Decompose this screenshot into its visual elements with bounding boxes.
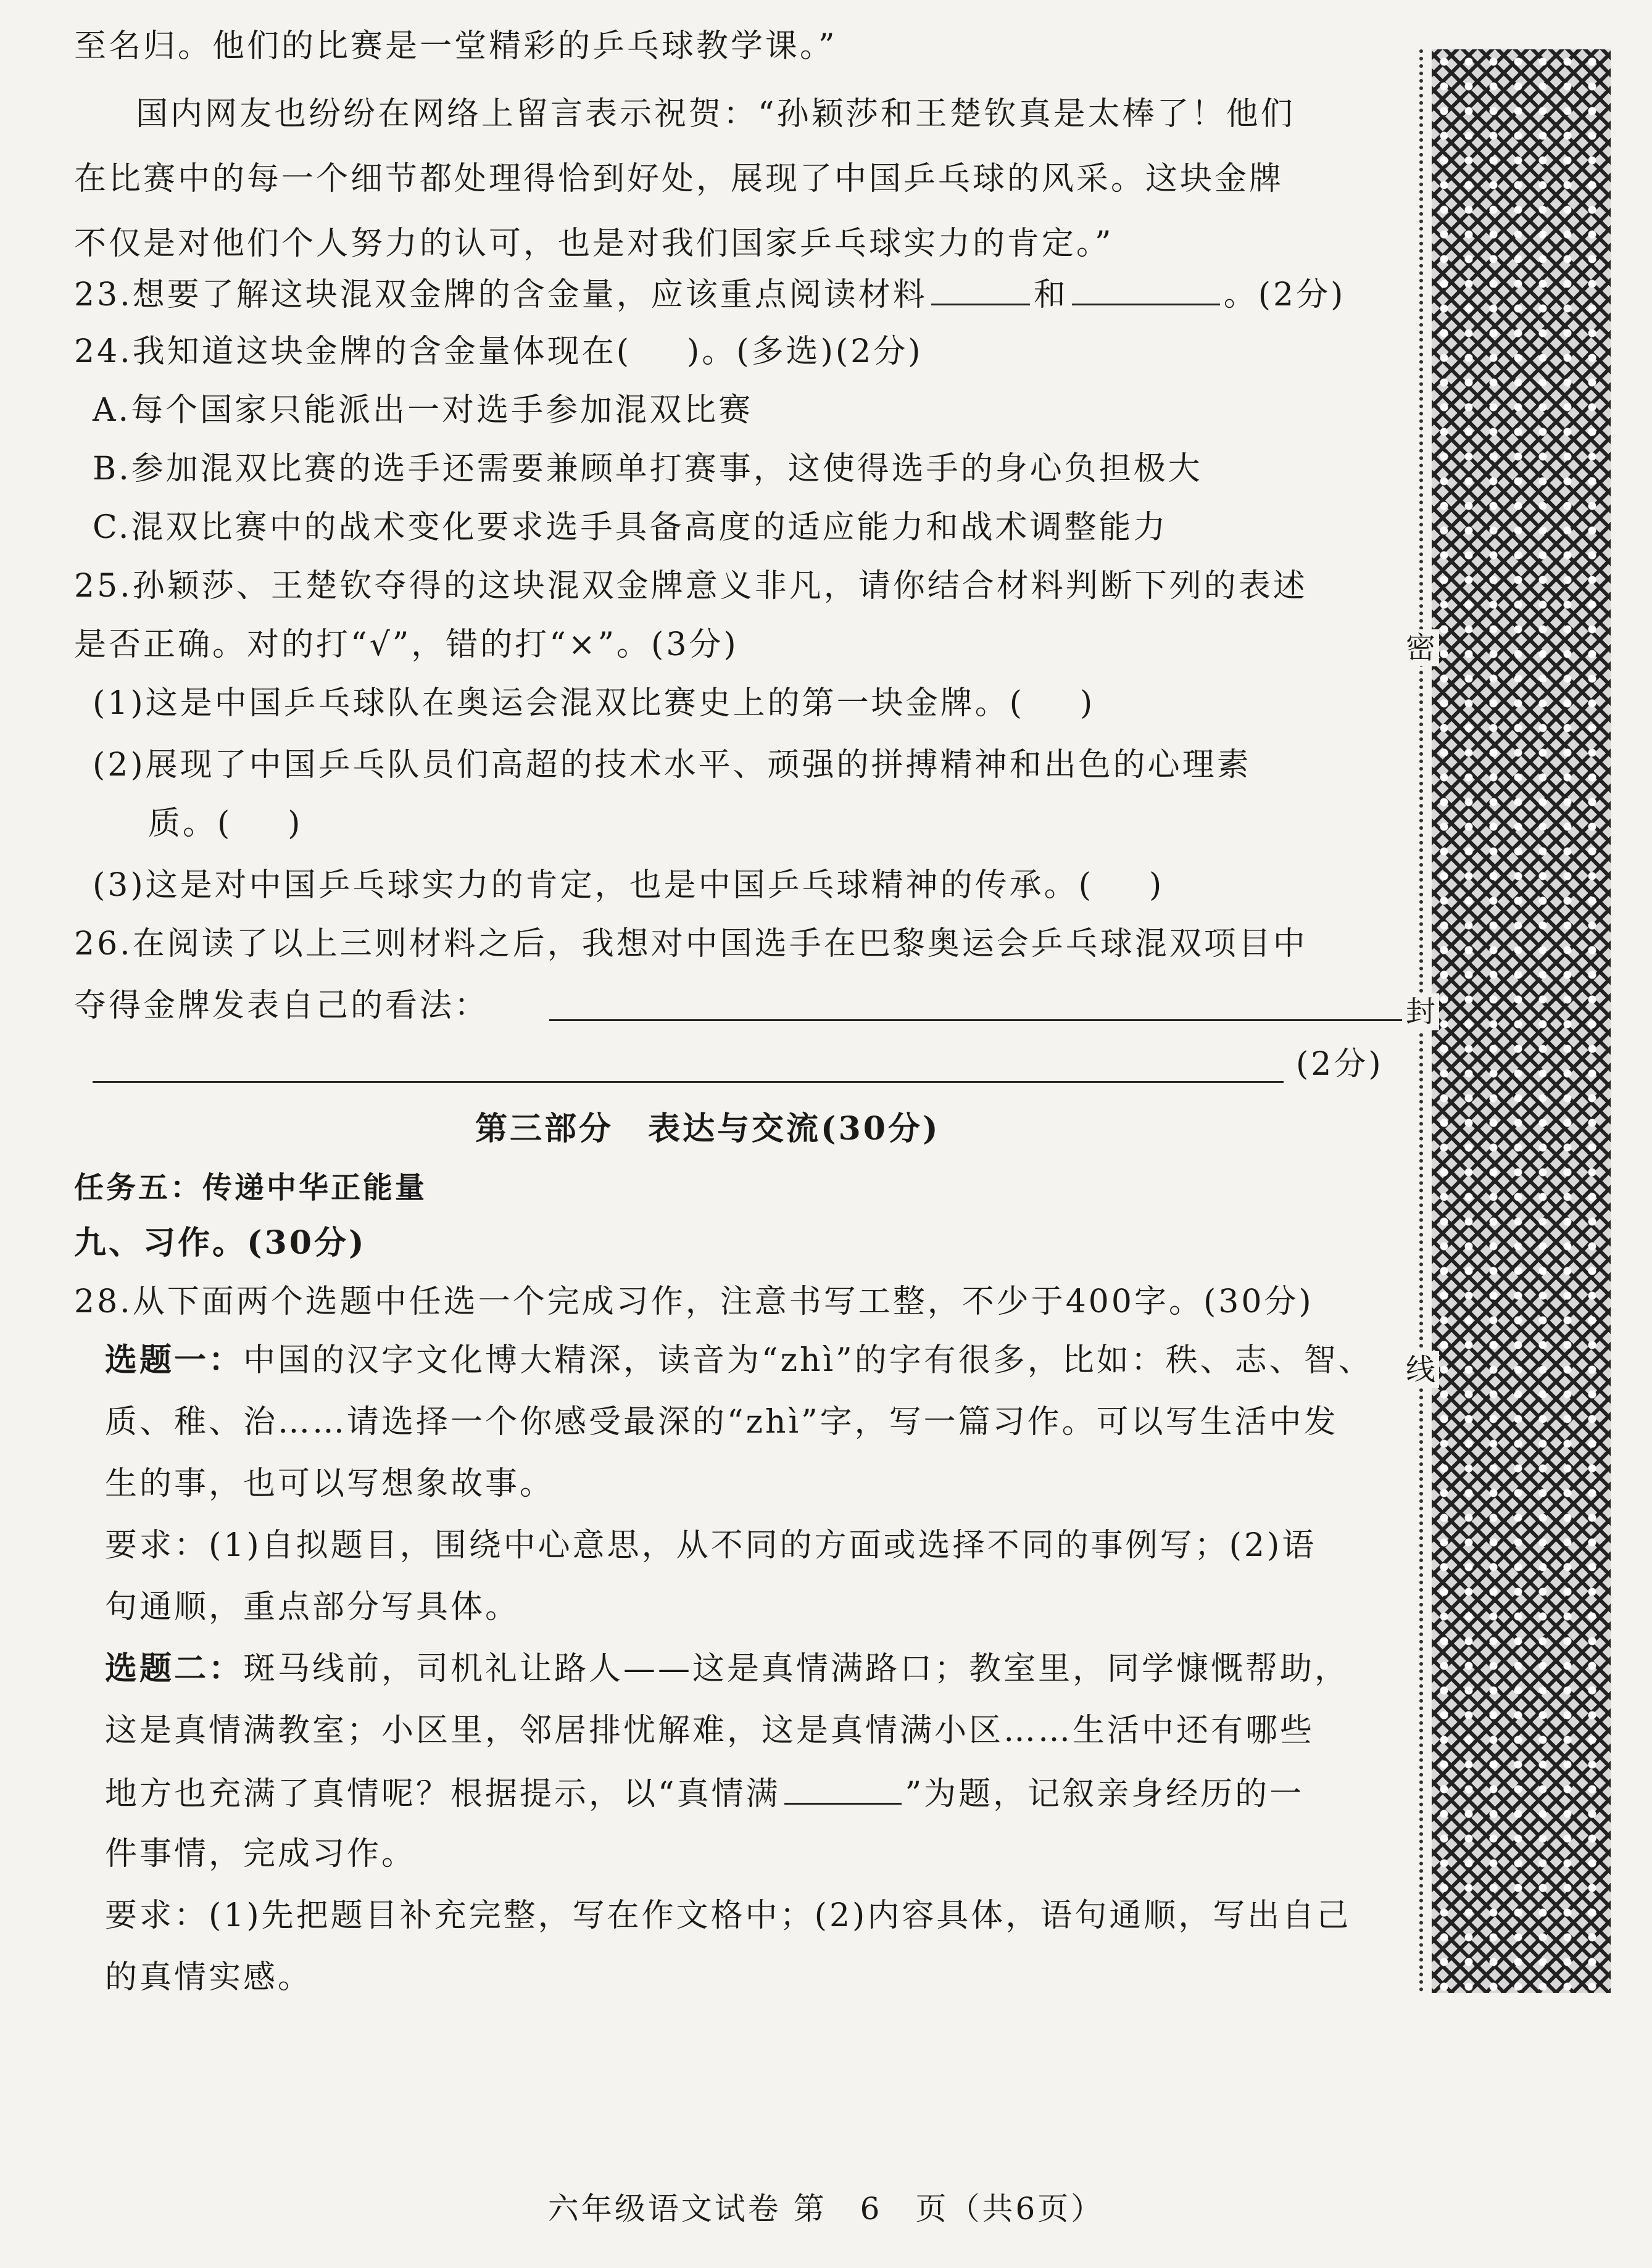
q28-topic-2-line-4: 件事情，完成习作。	[105, 1836, 417, 1873]
binding-mark-xian: 线	[1402, 1351, 1439, 1388]
question-23	[74, 271, 1345, 317]
q25-item-2b-text: 质。(	[148, 805, 233, 842]
q26-score: (2分)	[1296, 1046, 1384, 1083]
topic-2-text: 斑马线前，司机礼让路人——这是真情满路口；教室里，同学慷慨帮助，	[243, 1650, 1350, 1687]
topic-2-text-a: 地方也充满了真情呢？根据提示，以“真情满	[105, 1776, 781, 1813]
q28-topic-1-req-1: 要求：(1)自拟题目，围绕中心意思，从不同的方面或选择不同的事例写；(2)语	[105, 1527, 1317, 1564]
q28-topic-1-line-3: 生的事，也可以写想象故事。	[105, 1465, 555, 1502]
q28-topic-2-req-1: 要求：(1)先把题目补充完整，写在作文格中；(2)内容具体，语句通顺，写出自己	[105, 1897, 1351, 1934]
text-line: 国内网友也纷纷在网络上留言表示祝贺：“孙颖莎和王楚钦真是太棒了！他们	[136, 96, 1295, 133]
task-five: 任务五：传递中华正能量	[74, 1170, 428, 1205]
q26-answer-line-1[interactable]	[549, 1019, 1413, 1021]
q25-item-3-text: (3)这是对中国乒乓球实力的肯定，也是中国乒乓球精神的传承。(	[93, 867, 1094, 904]
binding-mark-mi: 密	[1402, 629, 1439, 666]
q24-option-b: B.参加混双比赛的选手还需要兼顾单打赛事，这使得选手的身心负担极大	[93, 450, 1203, 487]
q28-topic-1-line-2: 质、稚、治……请选择一个你感受最深的“zhì”字，写一篇习作。可以写生活中发	[105, 1404, 1339, 1441]
q24-stem-a: 24.我知道这块金牌的含金量体现在(	[74, 333, 631, 370]
q25-stem-1: 25.孙颖莎、王楚钦夺得的这块混双金牌意义非凡，请你结合材料判断下列的表述	[74, 568, 1308, 605]
text-line: 不仅是对他们个人努力的认可，也是对我们国家乒乓球实力的肯定。”	[74, 225, 1114, 262]
page-footer: 六年级语文试卷 第 6 页（共6页）	[547, 2191, 1105, 2227]
topic-1-label: 选题一：	[105, 1341, 244, 1379]
topic-2-title-blank[interactable]	[784, 1771, 902, 1805]
q23-stem: 23.想要了解这块混双金牌的含金量，应该重点阅读材料	[74, 276, 928, 313]
q28-topic-2-line-2: 这是真情满教室；小区里，邻居排忧解难，这是真情满小区……生活中还有哪些	[105, 1712, 1315, 1749]
q28-stem: 28.从下面两个选题中任选一个完成习作，注意书写工整，不少于400字。(30分)	[74, 1283, 1314, 1320]
q25-stem-2: 是否正确。对的打“√”，错的打“×”。(3分)	[74, 626, 739, 663]
q24-stem-b: )。(多选)(2分)	[687, 333, 923, 370]
q23-blank-1[interactable]	[931, 271, 1030, 305]
q28-topic-2-req-2: 的真情实感。	[105, 1959, 313, 1996]
q24-option-a: A.每个国家只能派出一对选手参加混双比赛	[93, 392, 753, 429]
question-24	[74, 330, 923, 373]
q25-item-1-text: (1)这是中国乒乓球队在奥运会混双比赛史上的第一块金牌。(	[93, 685, 1024, 722]
topic-2-text-b: ”为题，记叙亲身经历的一	[905, 1776, 1305, 1813]
topic-2-label: 选题二：	[105, 1650, 244, 1687]
q25-close-paren: )	[1148, 867, 1164, 904]
part-three-title: 第三部分 表达与交流(30分)	[475, 1110, 940, 1148]
text-line: 至名归。他们的比赛是一堂精彩的乒乓球教学课。”	[74, 28, 837, 65]
q28-topic-1-req-2: 句通顺，重点部分写具体。	[105, 1589, 520, 1626]
q23-score: 。(2分)	[1223, 276, 1346, 313]
q24-option-c: C.混双比赛中的战术变化要求选手具备高度的适应能力和战术调整能力	[93, 509, 1168, 546]
q26-stem-2: 夺得金牌发表自己的看法：	[74, 987, 489, 1024]
section-nine: 九、习作。(30分)	[74, 1224, 367, 1262]
q25-item-3	[93, 864, 1164, 907]
q25-close-paren: )	[1079, 685, 1095, 722]
q28-topic-2-line-3	[105, 1771, 1304, 1816]
binding-mark-feng: 封	[1402, 993, 1439, 1030]
q26-stem-1: 26.在阅读了以上三则材料之后，我想对中国选手在巴黎奥运会乒乓球混双项目中	[74, 925, 1308, 962]
q25-item-2b	[148, 802, 303, 845]
q23-blank-2[interactable]	[1072, 271, 1220, 305]
q25-close-paren: )	[288, 805, 303, 842]
q23-and: 和	[1033, 276, 1068, 313]
text-line: 在比赛中的每一个细节都处理得恰到好处，展现了中国乒乓球的风采。这块金牌	[74, 160, 1284, 197]
binding-pattern-strip	[1432, 49, 1611, 1993]
q25-item-2a: (2)展现了中国乒乓队员们高超的技术水平、顽强的拼搏精神和出色的心理素	[93, 747, 1251, 784]
q25-item-1	[93, 682, 1095, 725]
q26-answer-line-2[interactable]	[93, 1081, 1284, 1083]
topic-1-text: 中国的汉字文化博大精深，读音为“zhì”的字有很多，比如：秩、志、智、	[243, 1342, 1373, 1379]
q28-topic-2-line-1	[105, 1647, 1349, 1691]
q28-topic-1-line-1	[105, 1339, 1373, 1382]
